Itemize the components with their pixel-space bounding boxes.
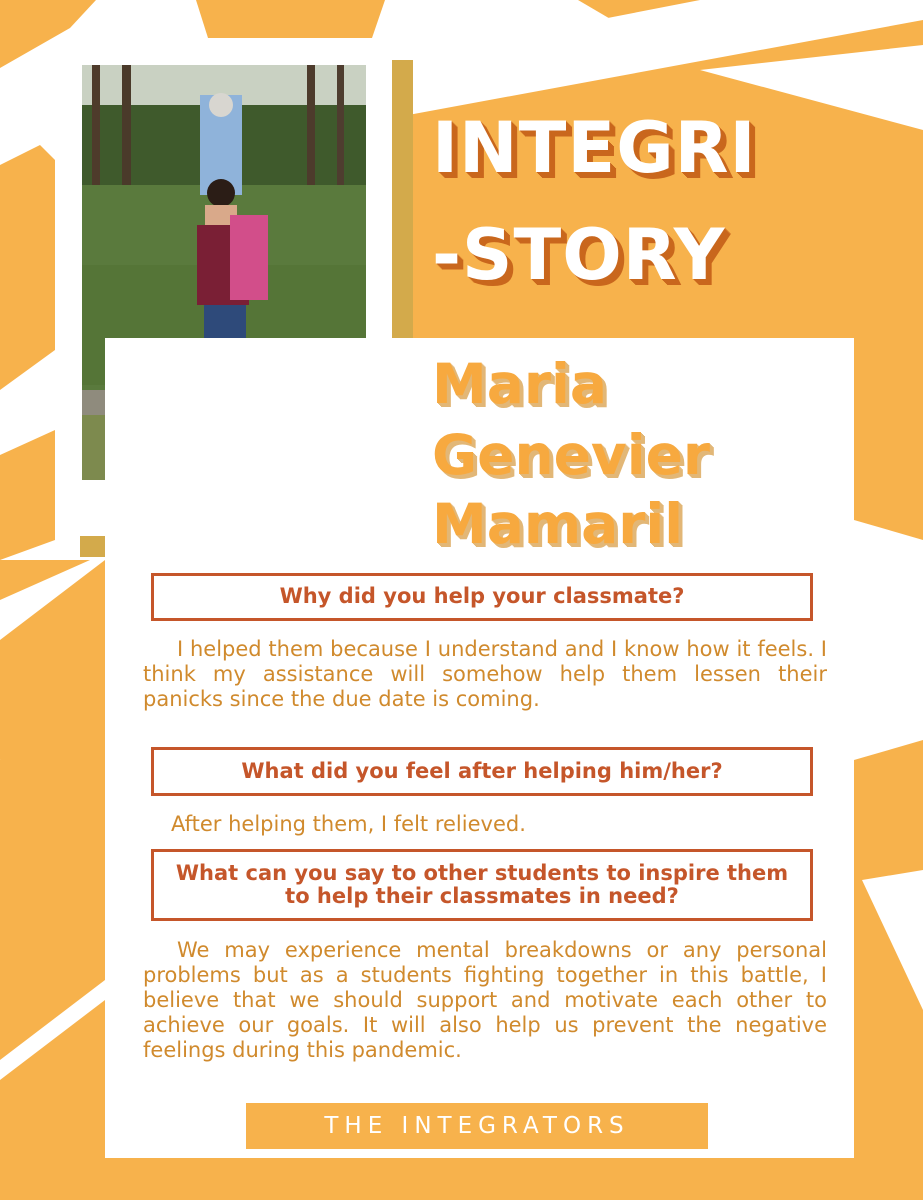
student-first-name: Maria [432, 352, 607, 416]
title-line-2: -STORY [432, 214, 726, 296]
question-box-1 [151, 573, 813, 621]
question-1: Why did you help your classmate? [279, 584, 685, 609]
student-middle-name: Genevier [432, 423, 711, 487]
question-2: What did you feel after helping him/her? [241, 758, 723, 783]
question-3: What can you say to other students to inspire them to help their classmates in need? [175, 860, 789, 908]
question-box-2 [151, 747, 813, 796]
answer-1: I helped them because I understand and I know how it feels. I think my assistance will somehow help them lessen their panicks since the due date is coming. [143, 637, 827, 711]
footer-banner [246, 1103, 708, 1149]
footer-label: THE INTEGRATORS [324, 1113, 630, 1139]
student-last-name: Mamaril [432, 492, 684, 556]
title-line-1: INTEGRI [432, 107, 757, 189]
answer-2: After helping them, I felt relieved. [171, 812, 526, 836]
question-box-3 [151, 849, 813, 921]
answer-3: We may experience mental breakdowns or any personal problems but as a students fighting together in this battle, I believe that we should support and motivate each other to achieve our goals. It will also help us prevent the negative feelings during this pandemic. [143, 938, 827, 1062]
